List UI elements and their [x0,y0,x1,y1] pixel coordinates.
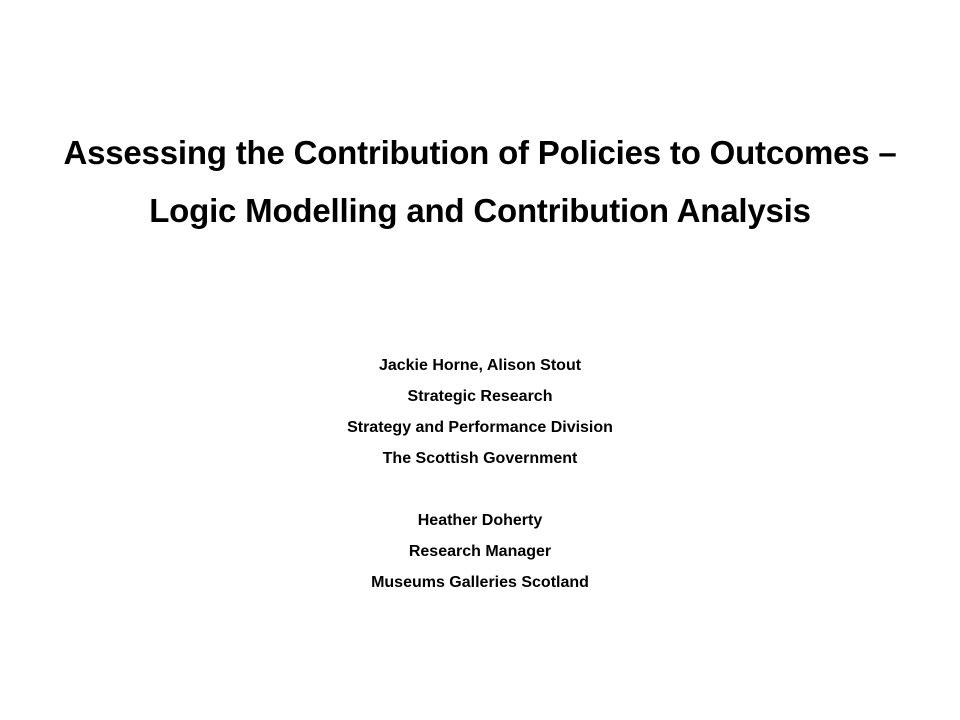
author-organisation: The Scottish Government [382,450,578,467]
author-names: Jackie Horne, Alison Stout [378,357,582,374]
credits [0,350,960,598]
author-team: Strategic Research [407,388,553,405]
credits-spacer [0,474,960,505]
slide-title [0,124,960,240]
second-author-name: Heather Doherty [417,512,543,529]
second-author-role: Research Manager [408,543,552,560]
second-author-organisation: Museums Galleries Scotland [371,574,589,591]
title-line-2: Logic Modelling and Contribution Analysis [149,192,811,229]
author-division: Strategy and Performance Division [347,419,613,436]
title-line-1: Assessing the Contribution of Policies to Outcomes – [63,134,897,171]
